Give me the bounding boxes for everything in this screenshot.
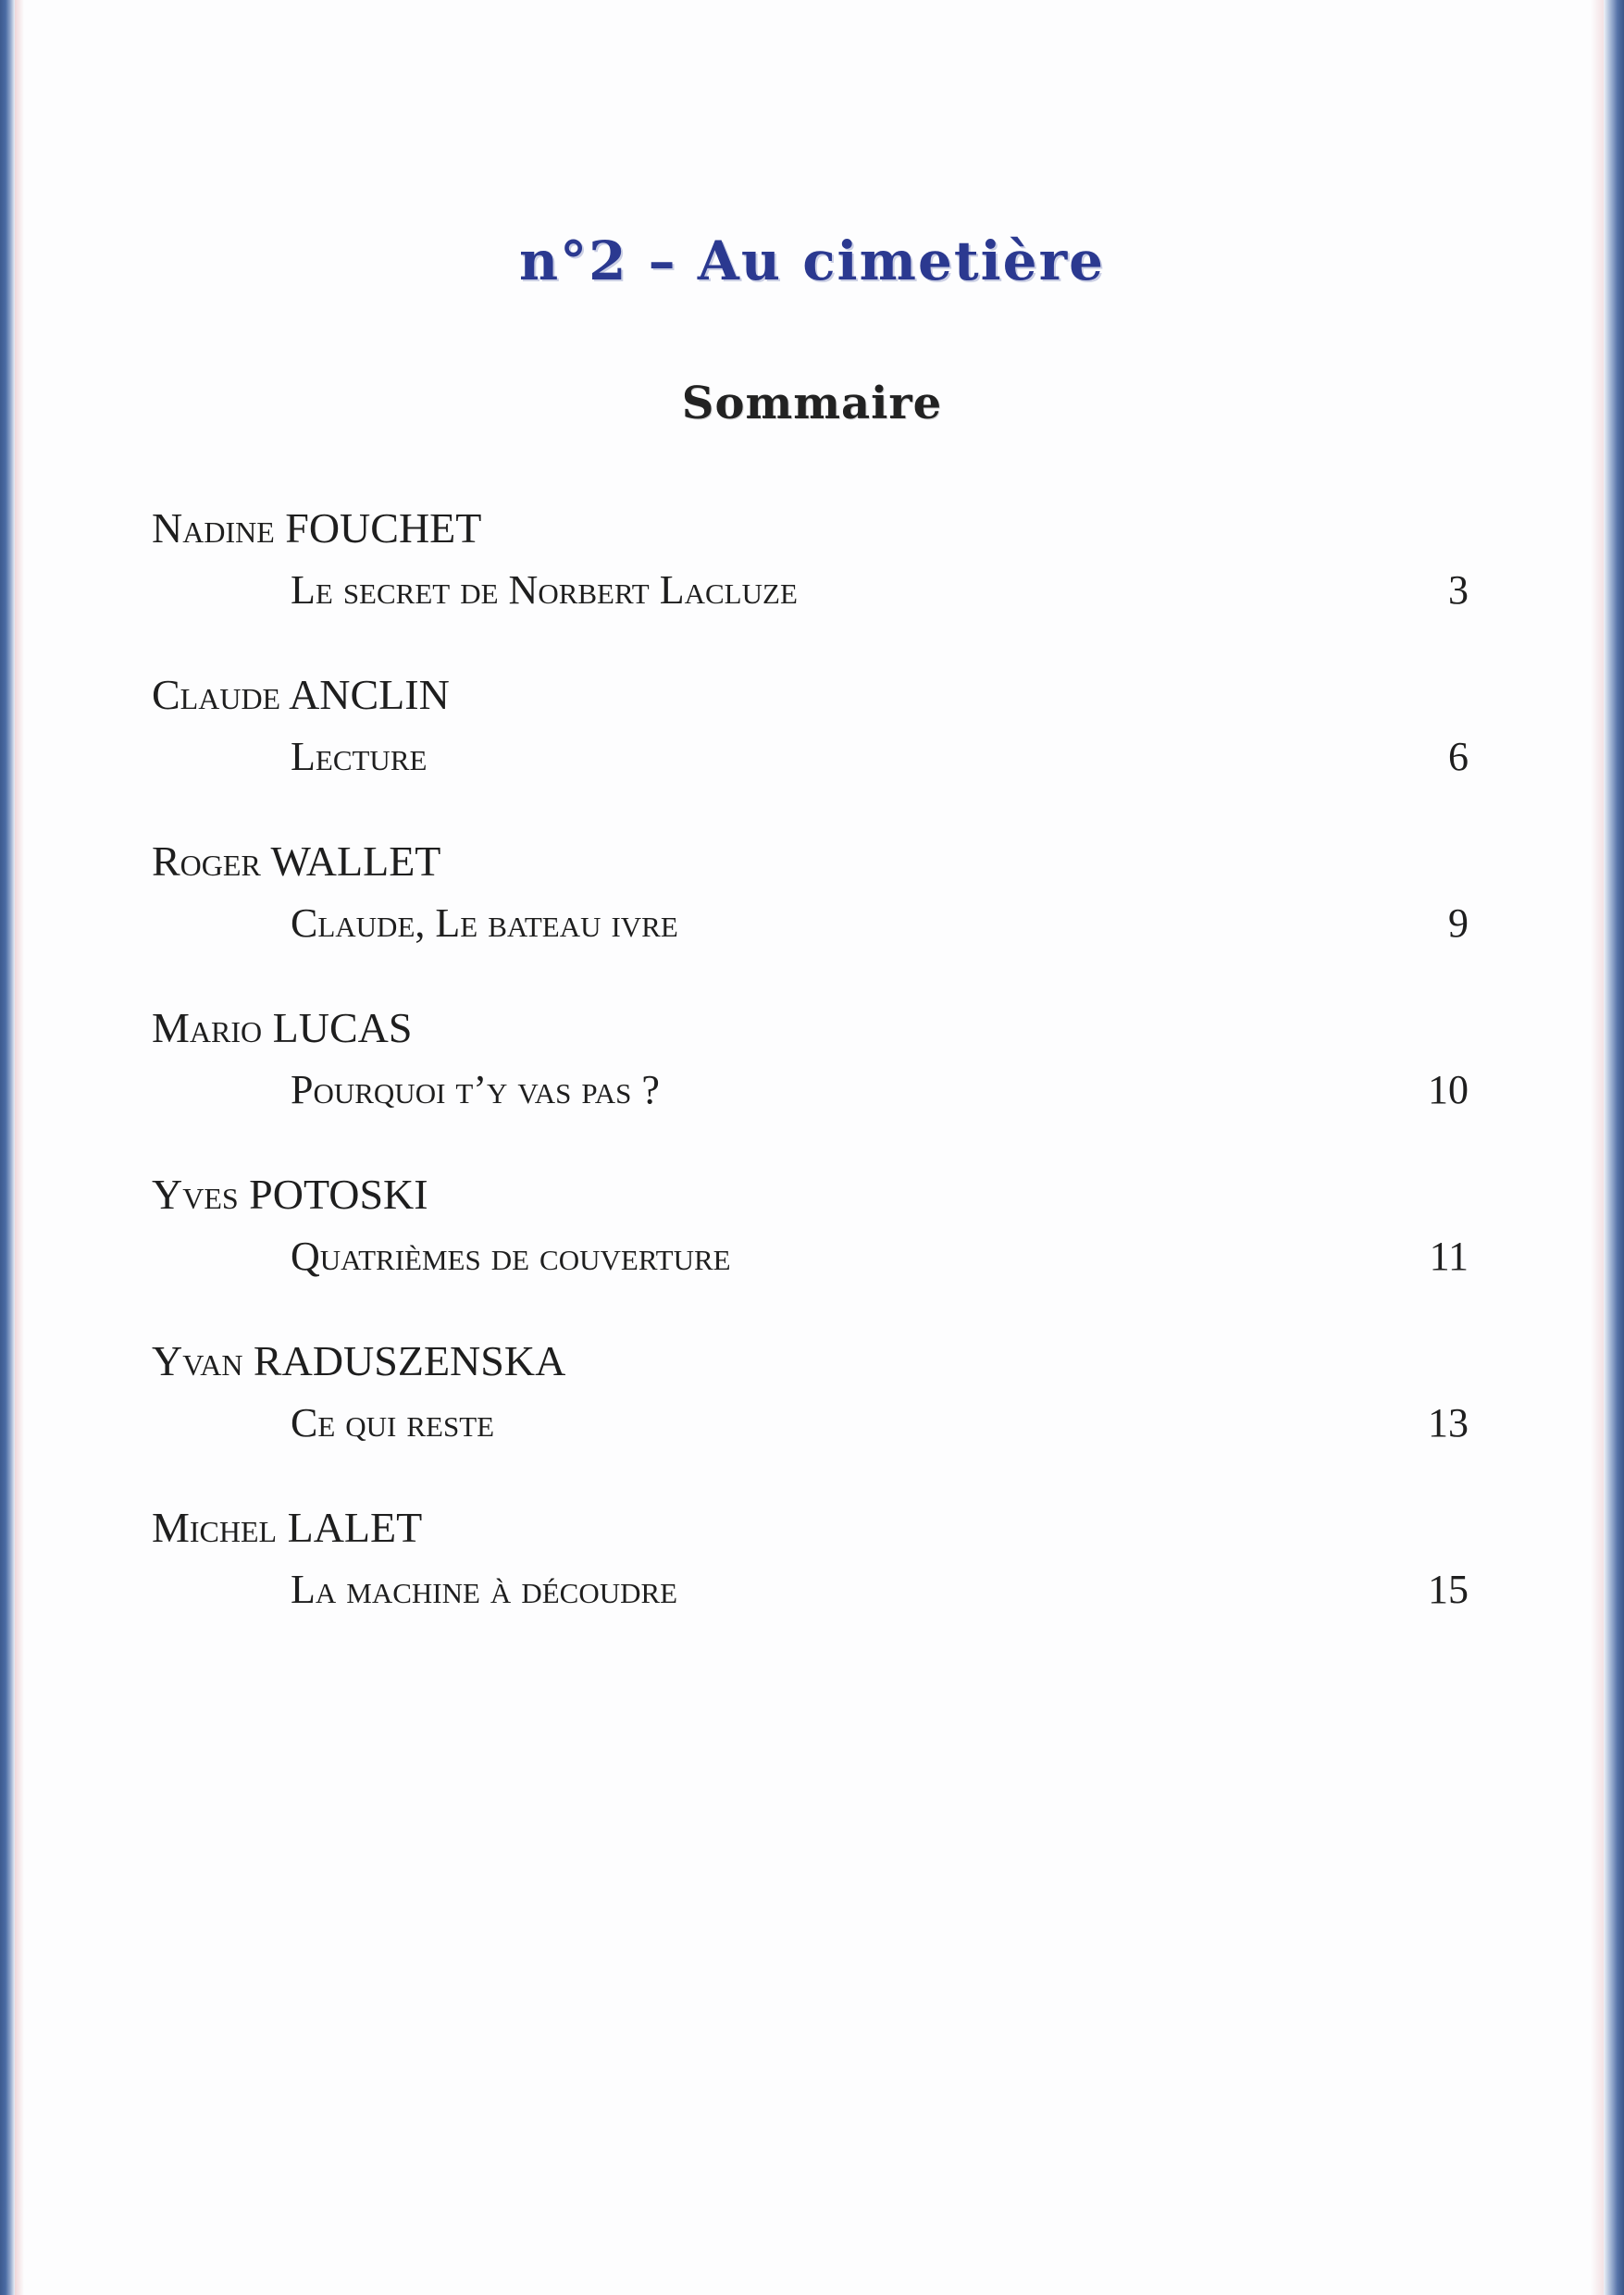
toc-author: Claude ANCLIN [152,671,450,718]
table-of-contents [152,503,1469,1669]
toc-author: Michel LALET [152,1504,423,1551]
toc-author: Yves POTOSKI [152,1171,428,1218]
toc-page-number: 13 [1428,1400,1469,1445]
left-edge-tint [15,0,24,2295]
toc-title: La machine à découdre [291,1567,678,1612]
toc-page-number: 15 [1428,1567,1469,1612]
toc-title: Le secret de Norbert Lacluze [291,567,798,613]
toc-author: Roger WALLET [152,837,441,885]
right-page-edge [1604,0,1624,2295]
toc-title: Claude, Le bateau ivre [291,900,678,946]
toc-entry [152,503,1469,670]
toc-page-number: 9 [1448,900,1469,946]
toc-page-number: 11 [1429,1234,1469,1279]
toc-page-number: 3 [1448,567,1469,613]
toc-heading: Sommaire [681,378,943,429]
toc-author: Nadine FOUCHET [152,504,482,552]
toc-title: Ce qui reste [291,1400,495,1445]
toc-title: Lecture [291,734,428,779]
toc-page-number: 10 [1428,1067,1469,1112]
toc-entry [152,1503,1469,1669]
left-page-edge [0,0,15,2295]
toc-page-number: 6 [1448,734,1469,779]
toc-author: Yvan RADUSZENSKA [152,1337,566,1384]
toc-entry [152,1003,1469,1170]
issue-title: n°2 – Au cimetière [518,230,1106,292]
toc-title: Pourquoi t’y vas pas ? [291,1067,660,1112]
toc-entry [152,670,1469,837]
toc-title: Quatrièmes de couverture [291,1234,731,1279]
toc-author: Mario LUCAS [152,1004,413,1051]
toc-entry [152,837,1469,1003]
toc-entry [152,1170,1469,1336]
toc-entry [152,1336,1469,1503]
right-edge-tint [1591,0,1604,2295]
